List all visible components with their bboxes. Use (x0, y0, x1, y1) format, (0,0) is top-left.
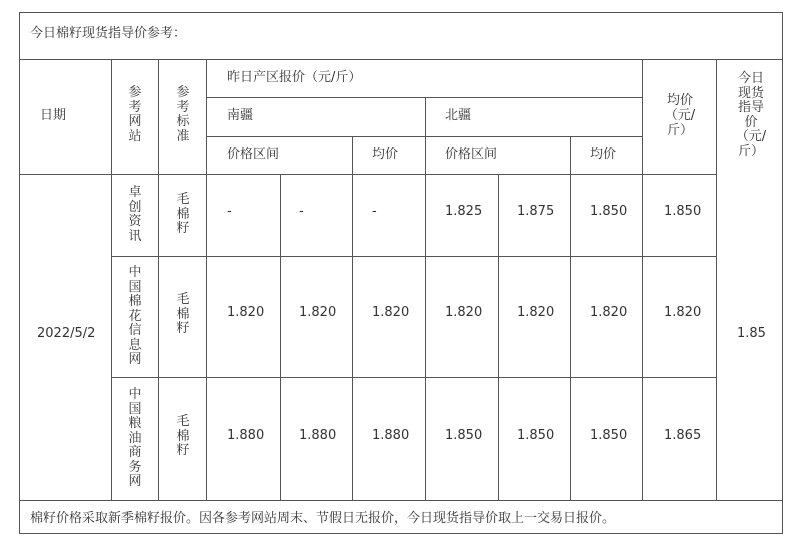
date-value: 2022/5/2 (37, 326, 96, 341)
cell-beijiang-high: 1.820 (517, 305, 555, 320)
grid-line (206, 97, 642, 98)
grid-line (498, 174, 499, 500)
cell-beijiang-low: 1.825 (445, 204, 483, 219)
page-title: 今日棉籽现货指导价参考： (30, 26, 187, 41)
grid-line (425, 97, 426, 500)
cell-nanjiang-avg: - (372, 204, 377, 219)
grid-line (352, 136, 353, 500)
header-nanjiang-avg: 均价 (372, 147, 399, 162)
grid-line (111, 59, 112, 500)
header-average: 均价（元/斤） (664, 93, 696, 138)
cell-nanjiang-high: - (299, 204, 304, 219)
grid-line (111, 256, 716, 257)
header-guide-price: 今日现货指导价（元/斤） (735, 71, 767, 159)
row-standard: 毛棉籽 (176, 292, 190, 336)
cell-average: 1.850 (664, 204, 702, 219)
cell-nanjiang-high: 1.880 (299, 428, 337, 443)
row-site: 中国粮油商务网 (128, 387, 142, 489)
cell-nanjiang-low: 1.880 (227, 428, 265, 443)
grid-line (206, 59, 207, 500)
cell-nanjiang-avg: 1.880 (372, 428, 410, 443)
cell-beijiang-avg: 1.850 (590, 428, 628, 443)
cell-beijiang-low: 1.850 (445, 428, 483, 443)
header-yesterday-price: 昨日产区报价（元/斤） (227, 70, 362, 85)
footnote: 棉籽价格采取新季棉籽报价。因各参考网站周末、节假日无报价，今日现货指导价取上一交易日报价。 (30, 511, 616, 526)
grid-line (570, 136, 571, 500)
header-nanjiang: 南疆 (227, 108, 254, 123)
guide-price-value: 1.85 (737, 326, 766, 341)
cell-nanjiang-avg: 1.820 (372, 305, 410, 320)
row-standard: 毛棉籽 (176, 414, 190, 458)
grid-line (716, 59, 717, 500)
cell-nanjiang-low: - (227, 204, 232, 219)
grid-line (642, 59, 643, 500)
row-site: 卓创资讯 (128, 185, 142, 244)
header-beijiang: 北疆 (445, 108, 472, 123)
cell-beijiang-high: 1.850 (517, 428, 555, 443)
grid-line (19, 59, 783, 60)
header-reference-site: 参考网站 (128, 85, 142, 144)
row-standard: 毛棉籽 (176, 192, 190, 236)
cell-average: 1.865 (664, 428, 702, 443)
cell-average: 1.820 (664, 305, 702, 320)
cell-nanjiang-high: 1.820 (299, 305, 337, 320)
header-beijiang-avg: 均价 (590, 147, 617, 162)
header-reference-standard: 参考标准 (176, 85, 190, 144)
grid-line (19, 500, 783, 501)
cell-beijiang-low: 1.820 (445, 305, 483, 320)
header-nanjiang-range: 价格区间 (227, 147, 280, 162)
header-beijiang-range: 价格区间 (445, 147, 498, 162)
header-date: 日期 (40, 108, 67, 123)
cell-beijiang-high: 1.875 (517, 204, 555, 219)
grid-line (158, 59, 159, 500)
grid-line (280, 174, 281, 500)
grid-line (111, 377, 716, 378)
grid-line (19, 174, 716, 175)
cell-beijiang-avg: 1.820 (590, 305, 628, 320)
row-site: 中国棉花信息网 (128, 265, 142, 367)
grid-line (206, 136, 642, 137)
cell-nanjiang-low: 1.820 (227, 305, 265, 320)
cell-beijiang-avg: 1.850 (590, 204, 628, 219)
